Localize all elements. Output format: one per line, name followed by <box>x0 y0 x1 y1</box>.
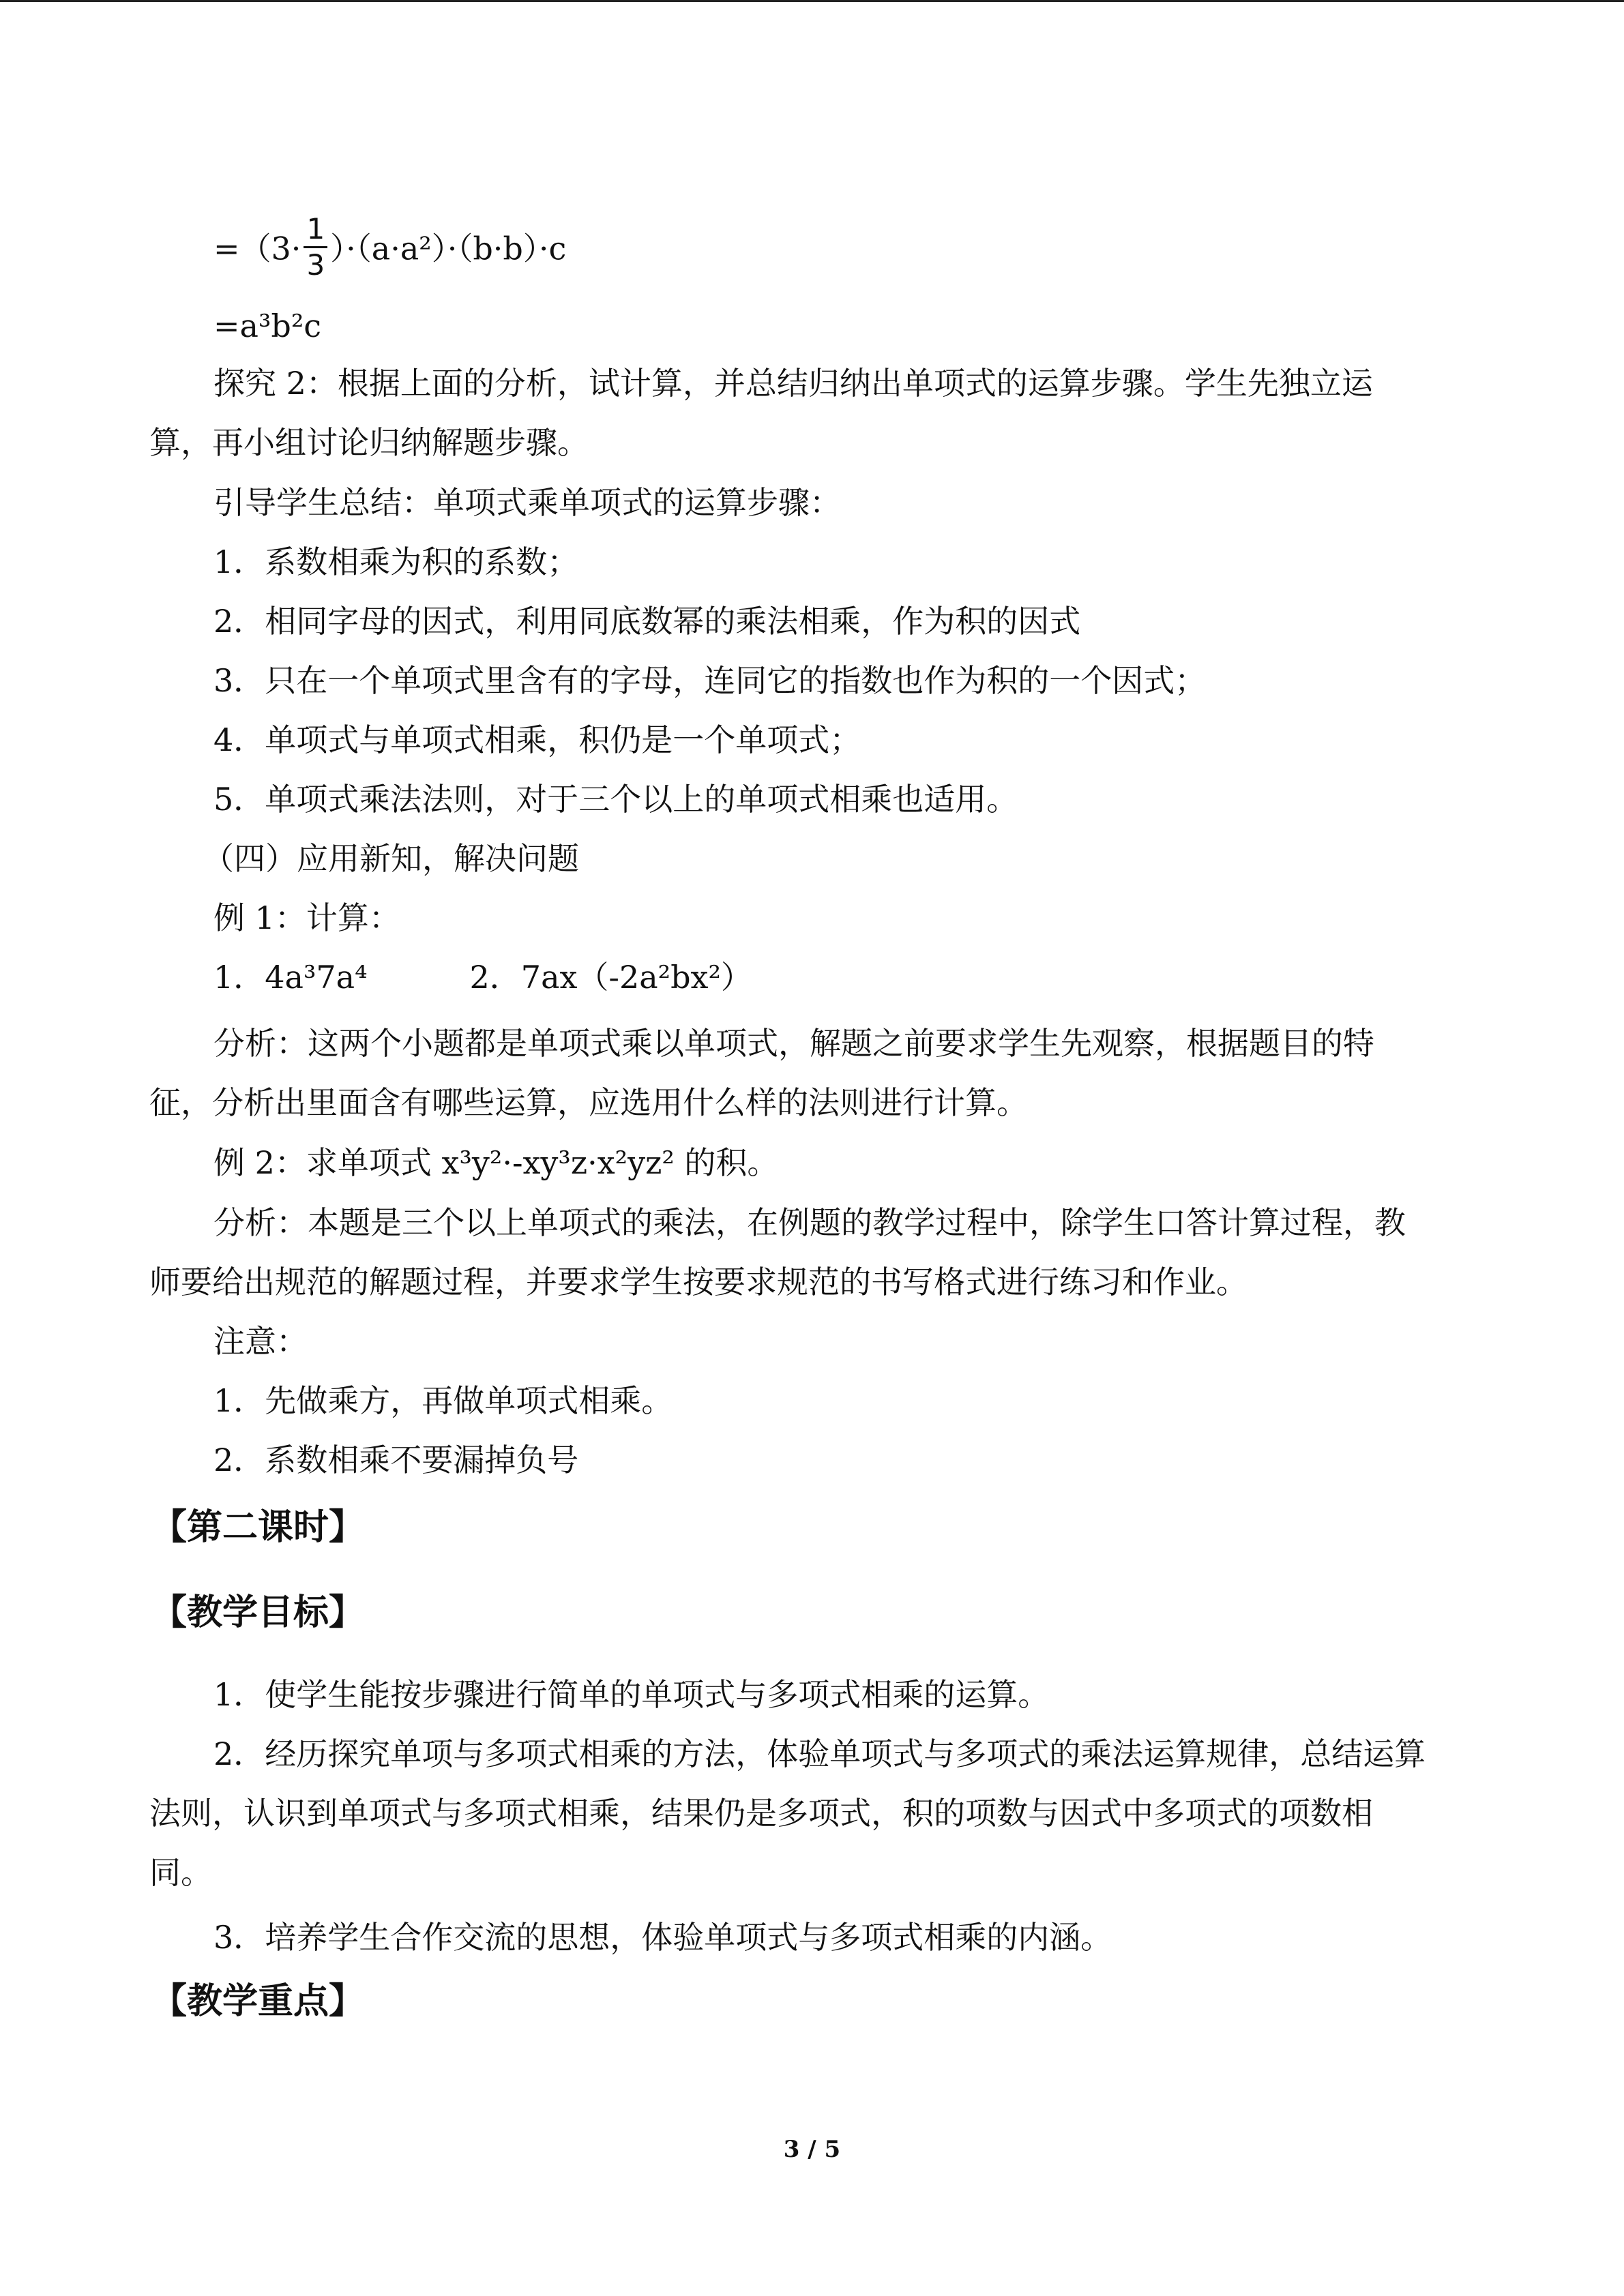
heading-key-points: 【教学重点】 <box>151 1981 365 2022</box>
note-item: 1．先做乘方，再做单项式相乘。 <box>213 1382 673 1419</box>
step-item: 1．系数相乘为积的系数； <box>213 543 579 580</box>
fraction-one-third <box>304 212 327 282</box>
explore2-line-1: 探究 2：根据上面的分析，试计算，并总结归纳出单项式的运算步骤。学生先独立运 <box>213 365 1373 402</box>
step-item: 4．单项式与单项式相乘，积仍是一个单项式； <box>213 721 861 758</box>
analysis1-line-1: 分析：这两个小题都是单项式乘以单项式，解题之前要求学生先观察，根据题目的特 <box>213 1025 1374 1062</box>
fraction-numerator: 1 <box>304 215 327 248</box>
formula-line-1 <box>213 212 567 282</box>
explore2-line-2: 算，再小组讨论归纳解题步骤。 <box>149 424 589 461</box>
objective-item-2-line-3: 同。 <box>149 1854 212 1891</box>
example1-item-1: 1．4a³7a⁴ <box>213 959 368 996</box>
step-item: 2．相同字母的因式，利用同底数幂的乘法相乘，作为积的因式 <box>213 603 1081 640</box>
step-item: 3．只在一个单项式里含有的字母，连同它的指数也作为积的一个因式； <box>213 662 1207 699</box>
formula-open: =（3· <box>213 230 301 267</box>
formula-rest: ）·（a·a²）·（b·b）·c <box>330 230 567 267</box>
note-item: 2．系数相乘不要漏掉负号 <box>213 1442 579 1478</box>
example2: 例 2：求单项式 x³y²·-xy³z·x²yz² 的积。 <box>213 1144 779 1181</box>
heading-objectives: 【教学目标】 <box>151 1592 365 1633</box>
step-item: 5．单项式乘法法则，对于三个以上的单项式相乘也适用。 <box>213 781 1018 818</box>
analysis1-line-2: 征，分析出里面含有哪些运算，应选用什么样的法则进行计算。 <box>149 1084 1028 1121</box>
analysis2-line-2: 师要给出规范的解题过程，并要求学生按要求规范的书写格式进行练习和作业。 <box>149 1264 1247 1300</box>
page-top-border <box>0 0 1624 2</box>
objective-item-2-line-2: 法则，认识到单项式与多项式相乘，结果仍是多项式，积的项数与因式中多项式的项数相 <box>149 1795 1373 1832</box>
objective-item-1: 1．使学生能按步骤进行简单的单项式与多项式相乘的运算。 <box>213 1676 1050 1713</box>
guide-summary: 引导学生总结：单项式乘单项式的运算步骤： <box>213 484 841 521</box>
example1-title: 例 1：计算： <box>213 899 400 936</box>
objective-item-3: 3．培养学生合作交流的思想，体验单项式与多项式相乘的内涵。 <box>213 1919 1112 1956</box>
heading-second-lesson: 【第二课时】 <box>151 1507 365 1548</box>
page-number: 3 / 5 <box>783 2136 841 2163</box>
section4-title: （四）应用新知，解决问题 <box>203 840 579 877</box>
example1-item-2: 2．7ax（-2a²bx²） <box>469 959 752 996</box>
analysis2-line-1: 分析：本题是三个以上单项式的乘法，在例题的教学过程中，除学生口答计算过程，教 <box>213 1204 1406 1241</box>
note-title: 注意： <box>213 1323 308 1360</box>
example1-items <box>213 957 752 998</box>
fraction-denominator: 3 <box>306 248 325 282</box>
objective-item-2-line-1: 2．经历探究单项与多项式相乘的方法，体验单项式与多项式的乘法运算规律，总结运算 <box>213 1735 1426 1772</box>
formula-line-2: =a³b²c <box>213 308 322 344</box>
